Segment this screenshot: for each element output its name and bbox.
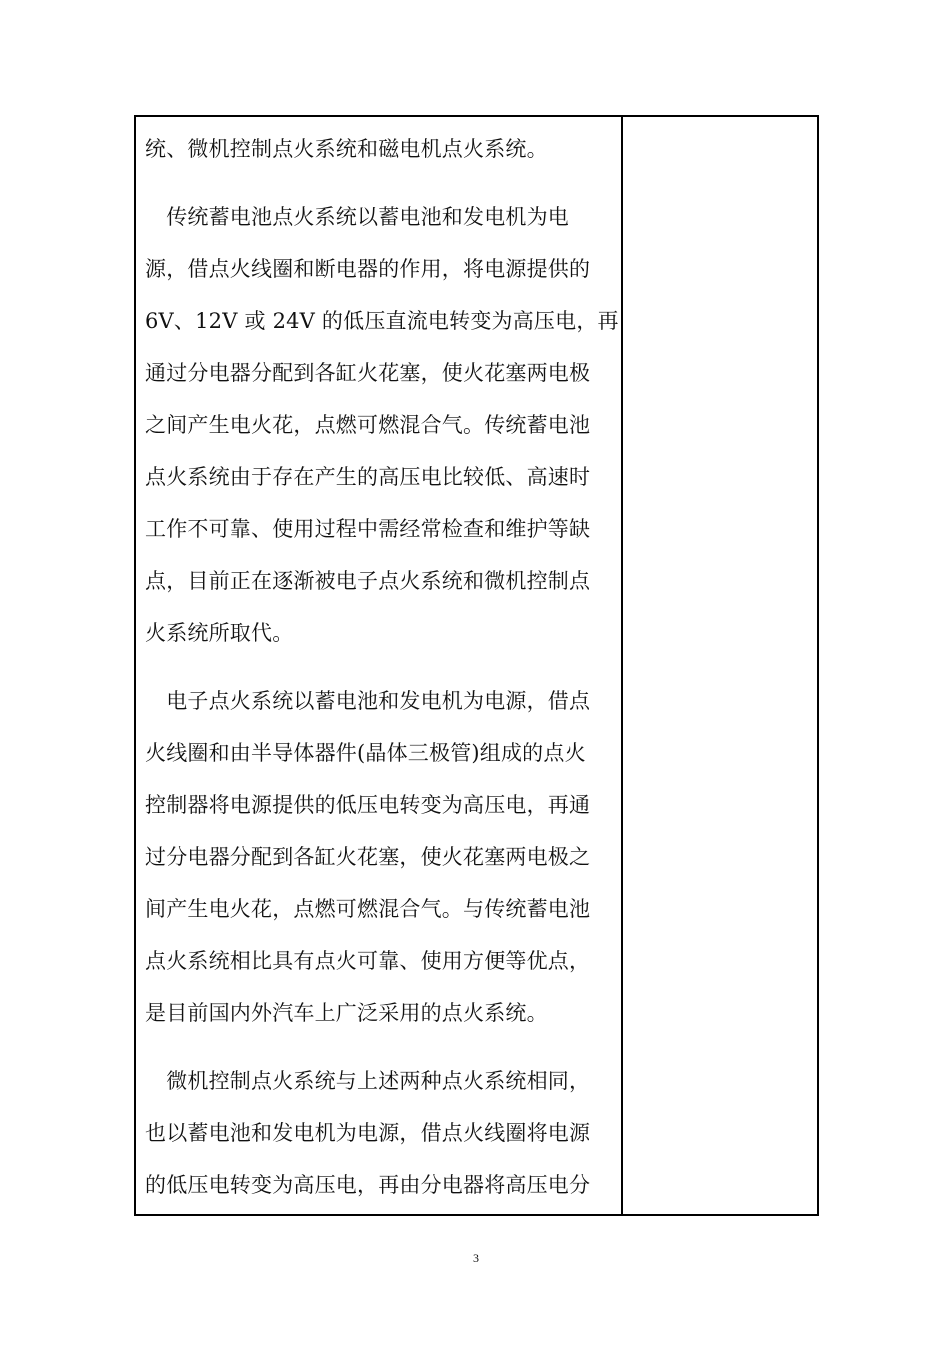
paragraph-traditional-ignition	[145, 191, 619, 659]
text-line: 也以蓄电池和发电机为电源，借点火线圈将电源	[145, 1121, 591, 1145]
notes-cell	[623, 117, 817, 1214]
text-line: 火系统所取代。	[145, 621, 294, 645]
text-line: 之间产生电火花，点燃可燃混合气。传统蓄电池	[145, 413, 591, 437]
text-line: 点火系统相比具有点火可靠、使用方便等优点，	[145, 949, 591, 973]
text-line: 间产生电火花，点燃可燃混合气。与传统蓄电池	[145, 897, 591, 921]
document-table	[134, 115, 819, 1216]
main-text-cell	[136, 117, 623, 1214]
text-line: 点，目前正在逐渐被电子点火系统和微机控制点	[145, 569, 591, 593]
paragraph-electronic-ignition	[145, 675, 613, 1039]
text-line: 统、微机控制点火系统和磁电机点火系统。	[145, 137, 548, 161]
text-line: 电子点火系统以蓄电池和发电机为电源，借点	[145, 689, 591, 713]
paragraph-continued	[145, 123, 613, 175]
text-line: 是目前国内外汽车上广泛采用的点火系统。	[145, 1001, 548, 1025]
paragraph-microcomputer-ignition	[145, 1055, 613, 1211]
text-line: 传统蓄电池点火系统以蓄电池和发电机为电	[145, 205, 569, 229]
text-line: 过分电器分配到各缸火花塞，使火花塞两电极之	[145, 845, 591, 869]
text-line: 火线圈和由半导体器件(晶体三极管)组成的点火	[145, 741, 586, 765]
page-number: 3	[473, 1251, 479, 1265]
text-line: 6V、12V 或 24V 的低压直流电转变为高压电，再	[145, 309, 619, 333]
text-line: 源，借点火线圈和断电器的作用，将电源提供的	[145, 257, 591, 281]
text-line: 的低压电转变为高压电，再由分电器将高压电分	[145, 1173, 591, 1197]
text-line: 点火系统由于存在产生的高压电比较低、高速时	[145, 465, 591, 489]
text-line: 控制器将电源提供的低压电转变为高压电，再通	[145, 793, 591, 817]
text-line: 通过分电器分配到各缸火花塞，使火花塞两电极	[145, 361, 591, 385]
text-line: 工作不可靠、使用过程中需经常检查和维护等缺	[145, 517, 591, 541]
text-line: 微机控制点火系统与上述两种点火系统相同，	[145, 1069, 591, 1093]
